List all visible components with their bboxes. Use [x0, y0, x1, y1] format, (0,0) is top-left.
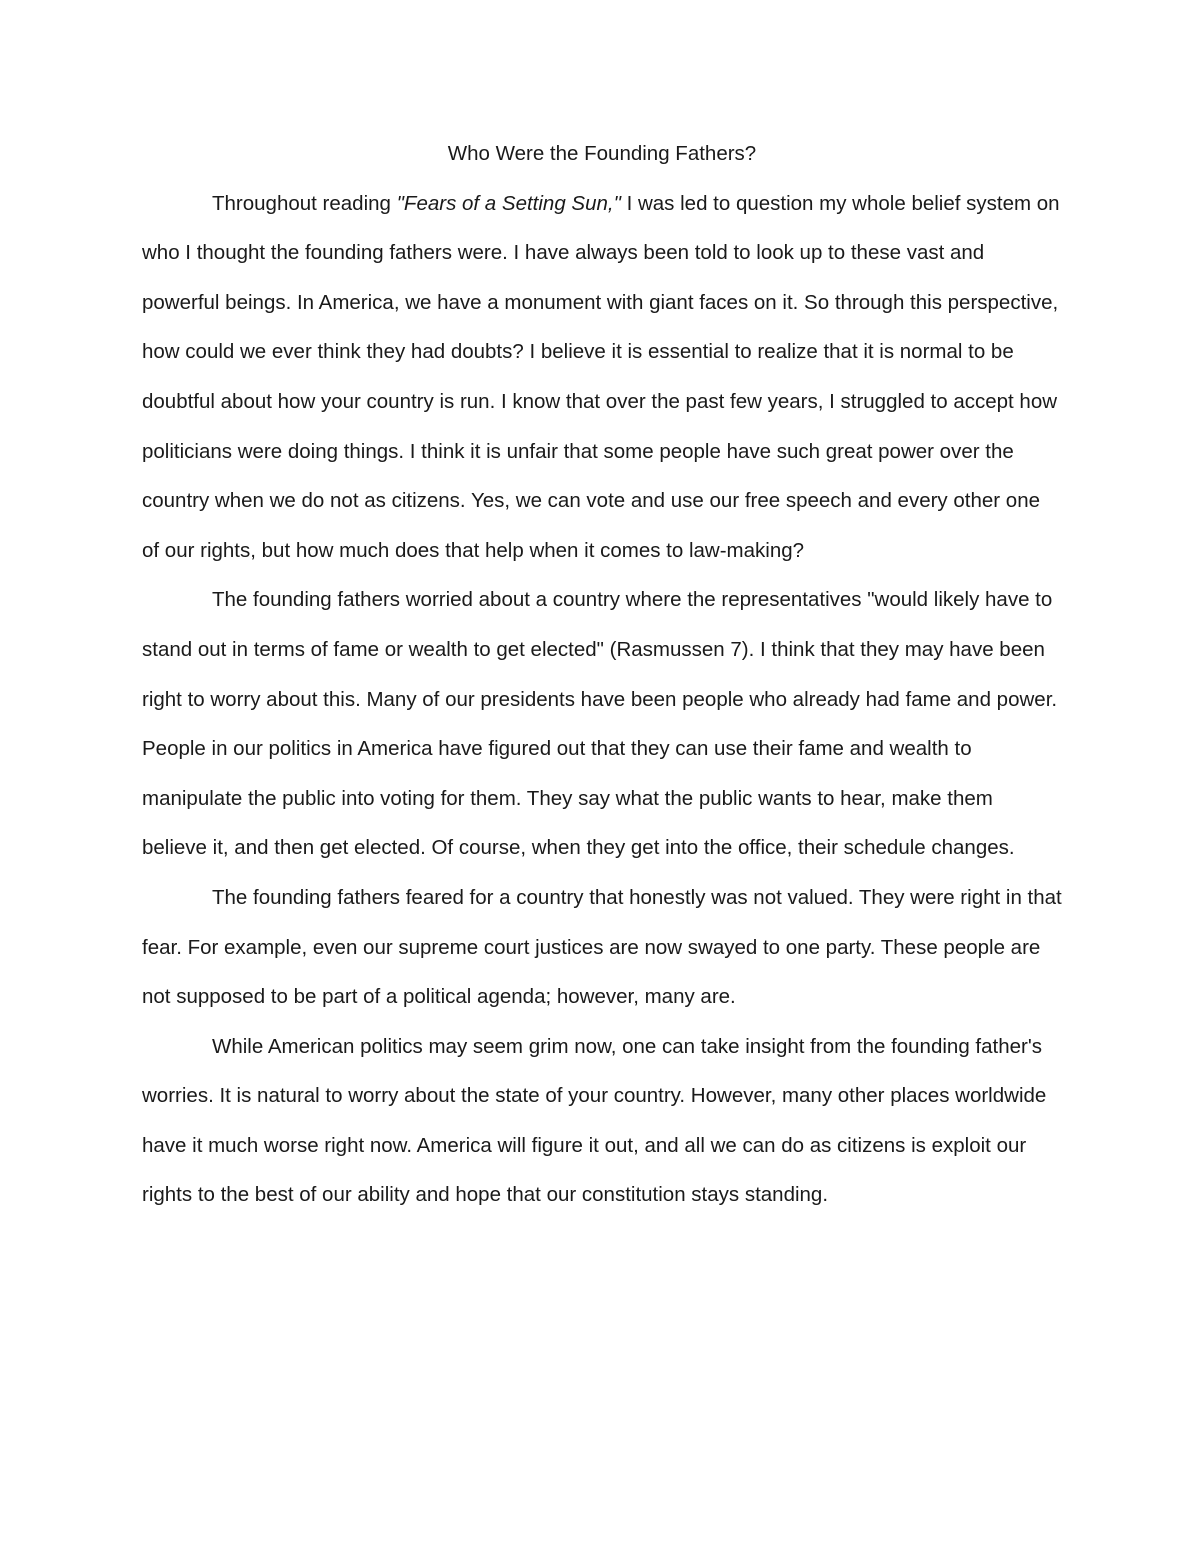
paragraph-4: While American politics may seem grim now, one can take insight from the founding father's worries. It is natural to worry about the state of your country. However, many other places worldwide have it much worse right now. America will figure it out, and all we can do as citizens is exploit our rights to the best of our ability and hope that our constitution stays standing.	[142, 1034, 1047, 1207]
document-body	[142, 129, 1062, 1220]
document-title: Who Were the Founding Fathers?	[447, 142, 757, 165]
paragraph-1	[142, 179, 1062, 576]
cited-work-title: "Fears of a Setting Sun,"	[396, 191, 621, 215]
paragraph-3: The founding fathers feared for a country that honestly was not valued. They were right in that fear. For example, even our supreme court justices are now swayed to one party. These people are not supposed to be part of a political agenda; however, many are.	[142, 885, 1062, 1009]
paragraph-1-lead: Throughout reading	[212, 191, 397, 215]
paragraph-2: The founding fathers worried about a country where the representatives "would likely have to stand out in terms of fame or wealth to get elected" (Rasmussen 7). I think that they may have been right to worry about this. Many of our presidents have been people who already had fame and power. People in our politics in America have figured out that they can use their fame and wealth to manipulate the public into voting for them. They say what the public wants to hear, make them believe it, and then get elected. Of course, when they get into the office, their schedule changes.	[142, 588, 1058, 860]
paragraph-1-rest: I was led to question my whole belief system on who I thought the founding fathers were. I have always been told to look up to these vast and powerful beings. In America, we have a monument with giant faces on it. So through this perspective, how could we ever think they had doubts? I believe it is essential to realize that it is normal to be doubtful about how your country is run. I know that over the past few years, I struggled to accept how politicians were doing things. I think it is unfair that some people have such great power over the country when we do not as citizens. Yes, we can vote and use our free speech and every other one of our rights, but how much does that help when it comes to law-making?	[142, 191, 1060, 562]
